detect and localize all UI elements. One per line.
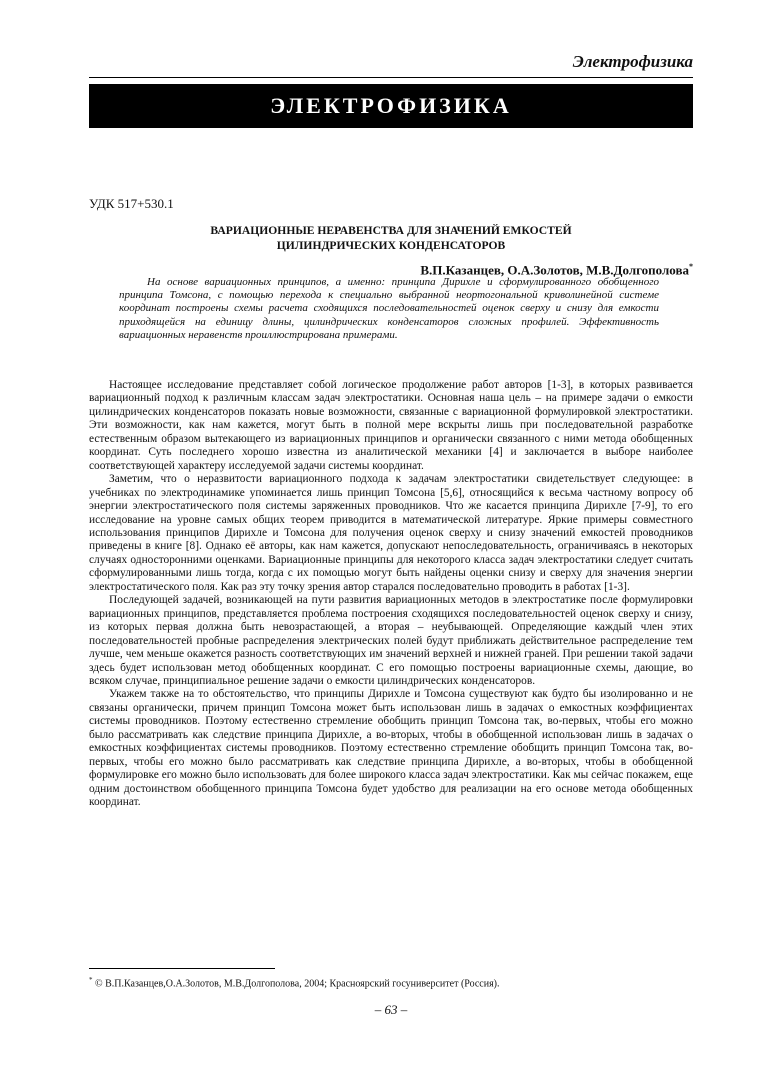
abstract: На основе вариационных принципов, а именно: принципа Дирихле и сформулированного обобщенного принципа Томсона, с помощью перехода к специально выбранной неортогональной криволинейной системе координат построены схемы расчета сходящихся последовательностей оценок сверху и снизу для емкости приходящейся на единицу длины, цилиндрических конденсаторов сложных профилей. Эффективность вариационных неравенств проиллюстрирована примерами. [119, 276, 659, 341]
paragraph: Укажем также на то обстоятельство, что принципы Дирихле и Томсона существуют как будто бы изолированно и не связаны органически, причем принцип Томсона может быть использован лишь в задачах о емкостных коэффициентах системы проводников. Поэтому естественно стремление обобщить принцип Томсона так, во-первых, чтобы его можно было рассматривать как следствие принципа Дирихле, а во-вторых, чтобы в обобщенной использован лишь в задачах о емкостных коэффициентах системы проводников. Поэтому естественно стремление обобщить принцип Томсона так, во-первых, чтобы его можно было рассматривать как следствие принципа Дирихле, а во-вторых, чтобы в обобщенной формулировке его можно было использовать для более широкого класса задач электростатики. Как мы сейчас покажем, еще одним достоинством обобщенного принципа Томсона будет удобство для реализации на его основе метода обобщенных координат. [89, 688, 693, 809]
footnote-mark: * [89, 976, 93, 984]
footnote-text: © В.П.Казанцев,О.А.Золотов, М.В.Долгополова, 2004; Красноярский госуниверситет (Россия). [92, 978, 500, 990]
udc-code: УДК 517+530.1 [89, 196, 174, 211]
footnote-rule [89, 968, 275, 969]
paragraph: Последующей задачей, возникающей на пути развития вариационных методов в электростатике после формулировки вариационных принципов, представляется проблема построения сходящихся последовательностей оценок сверху и снизу, из которых первая должна быть невозрастающей, а вторая – неубывающей. Определяющие каждый член этих последовательностей пробные распределения электрических полей будут приближать действительное распределение тем лучше, чем меньше окажется разность соответствующих им значений верхней и нижней граней. При решении такой задачи здесь будет использован метод обобщенных координат. С его помощью построены вариационные схемы, дающие, во всяком случае, принципиальное решение задачи о емкости цилиндрических конденсаторов. [89, 594, 693, 687]
author-footnote-mark: * [689, 262, 693, 271]
footnote [89, 976, 500, 989]
author-names: В.П.Казанцев, О.А.Золотов, М.В.Долгополова [420, 262, 689, 278]
paragraph: Заметим, что о неразвитости вариационного подхода к задачам электростатики свидетельствует следующее: в учебниках по электродинамике упоминается лишь принцип Томсона [5,6], относящийся к весьма частному вопросу об энергии электростатического поля системы заряженных проводников. Что же касается принципа Дирихле [7-9], то его исследование на уровне самых общих теорем приводится в математической литературе. Яркие примеры совместного использования принципов Дирихле и Томсона для получения оценок сверху и снизу значений емкостей проводников приведены в книге [8]. Однако её авторы, как нам кажется, допускают непоследовательность, ограничиваясь в некоторых случаях односторонними оценками. Вариационные принципы для некоторого класса задач электростатики следует считать сформулированными лишь тогда, когда с их помощью могут быть найдены оценки снизу и сверху для значения энергии электростатического поля. Как раз эту точку зрения автор старался последовательно проводить в работах [1-3]. [89, 473, 693, 593]
paragraph: Настоящее исследование представляет собой логическое продолжение работ авторов [1-3], в которых развивается вариационный подход к различным классам задач электростатики. Основная наша цель – на примере задачи о емкости цилиндрических конденсаторов показать новые возможности, связанные с вариационной формулировкой электростатики. Эти возможности, как нам кажется, могут быть в полной мере вскрыты лишь при последовательной разработке естественным образом вытекающего из вариационных принципов и органически связанного с ними метода обобщенных координат. Суть последнего хорошо известна из аналитической механики [4] и заключается в выборе наиболее соответствующей характеру исследуемой задачи системы координат. [89, 379, 693, 472]
page-number: – 63 – [374, 1002, 408, 1017]
article-title [89, 223, 693, 253]
article-body [89, 379, 693, 810]
header-rule [89, 77, 693, 78]
section-banner: ЭЛЕКТРОФИЗИКА [89, 84, 693, 128]
article-title-line-1: ВАРИАЦИОННЫЕ НЕРАВЕНСТВА ДЛЯ ЗНАЧЕНИЙ ЕМКОСТЕЙ [210, 224, 572, 237]
article-title-line-2: ЦИЛИНДРИЧЕСКИХ КОНДЕНСАТОРОВ [276, 239, 506, 252]
running-title: Электрофизика [572, 52, 693, 71]
